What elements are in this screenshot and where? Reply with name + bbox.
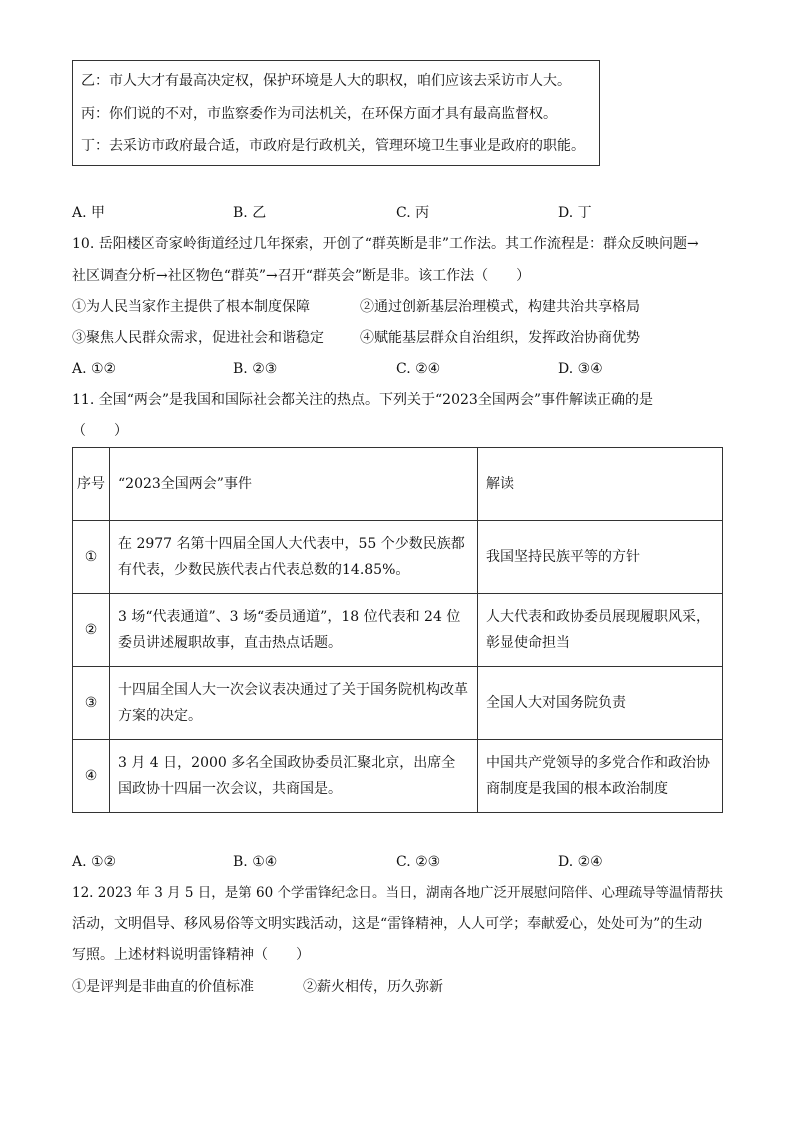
row-event: 在 2977 名第十四届全国人大代表中，55 个少数民族都有代表，少数民族代表占代表总数的14.85%。 (110, 521, 478, 594)
row-reading: 人大代表和政协委员展现履职风采，彰显使命担当 (478, 594, 723, 667)
q10-statement-1: ①为人民当家作主提供了根本制度保障 (72, 299, 310, 315)
option-b: B. ①④ (233, 854, 278, 870)
q10-stem-line-1: 10. 岳阳楼区奇家岭街道经过几年探索，开创了“群英断是非”工作法。其工作流程是：群众反映问题→ (72, 236, 699, 252)
row-reading: 我国坚持民族平等的方针 (478, 521, 723, 594)
row-index: ③ (73, 667, 110, 740)
q10-statement-4: ④赋能基层群众自治组织，发挥政治协商优势 (360, 330, 640, 346)
option-a: A. 甲 (72, 205, 106, 221)
q12-stem-line-1: 12. 2023 年 3 月 5 日，是第 60 个学雷锋纪念日。当日，湖南各地广泛开展慰问陪伴、心理疏导等温情帮扶 (72, 885, 724, 901)
row-event: 3 场“代表通道”、3 场“委员通道”，18 位代表和 24 位委员讲述履职故事，直击热点话题。 (110, 594, 478, 667)
q10-statement-3: ③聚焦人民群众需求，促进社会和谐稳定 (72, 330, 324, 346)
row-event: 十四届全国人大一次会议表决通过了关于国务院机构改革方案的决定。 (110, 667, 478, 740)
option-c: C. ②③ (396, 854, 441, 870)
q10-statement-2: ②通过创新基层治理模式，构建共治共享格局 (360, 299, 640, 315)
row-index: ② (73, 594, 110, 667)
row-event: 3 月 4 日，2000 多名全国政协委员汇聚北京，出席全国政协十四届一次会议，共商国是。 (110, 740, 478, 813)
row-reading: 全国人大对国务院负责 (478, 667, 723, 740)
option-a: A. ①② (72, 361, 117, 377)
q10-stem-line-2: 社区调查分析→社区物色“群英”→召开“群英会”断是非。该工作法（ ） (72, 268, 531, 284)
q9-options (72, 203, 672, 223)
table-row (73, 521, 723, 594)
q10-options (72, 359, 672, 379)
row-reading: 中国共产党领导的多党合作和政治协商制度是我国的根本政治制度 (478, 740, 723, 813)
table-row (73, 667, 723, 740)
header-index: 序号 (73, 448, 110, 521)
option-d: D. 丁 (558, 205, 592, 221)
q12-statement-2: ②薪火相传，历久弥新 (303, 979, 443, 995)
option-b: B. ②③ (233, 361, 278, 377)
q12-stem-line-3: 写照。上述材料说明雷锋精神（ ） (72, 947, 310, 963)
option-b: B. 乙 (233, 205, 267, 221)
header-reading: 解读 (478, 448, 723, 521)
table-row (73, 740, 723, 813)
option-a: A. ①② (72, 854, 117, 870)
option-c: C. ②④ (396, 361, 441, 377)
q11-options (72, 852, 672, 872)
row-index: ① (73, 521, 110, 594)
table-header-row (73, 448, 723, 521)
row-index: ④ (73, 740, 110, 813)
dialogue-line-yi: 乙：市人大才有最高决定权，保护环境是人大的职权，咱们应该去采访市人大。 (81, 73, 571, 89)
q12-stem-line-2: 活动，文明倡导、移风易俗等文明实践活动，这是“雷锋精神，人人可学；奉献爱心，处处可为”的生动 (72, 916, 703, 932)
q11-stem-line-1: 11. 全国“两会”是我国和国际社会都关注的热点。下列关于“2023全国两会”事件解读正确的是 (72, 392, 653, 408)
dialogue-box (72, 60, 600, 166)
q11-table (72, 447, 723, 813)
option-d: D. ②④ (558, 854, 603, 870)
dialogue-line-ding: 丁：去采访市政府最合适，市政府是行政机关，管理环境卫生事业是政府的职能。 (81, 138, 585, 154)
option-d: D. ③④ (558, 361, 603, 377)
q12-statement-1: ①是评判是非曲直的价值标准 (72, 979, 254, 995)
header-event: “2023全国两会”事件 (110, 448, 478, 521)
table-row (73, 594, 723, 667)
dialogue-line-bing: 丙：你们说的不对，市监察委作为司法机关，在环保方面才具有最高监督权。 (81, 106, 557, 122)
option-c: C. 丙 (396, 205, 430, 221)
q11-stem-line-2: （ ） (72, 423, 128, 439)
